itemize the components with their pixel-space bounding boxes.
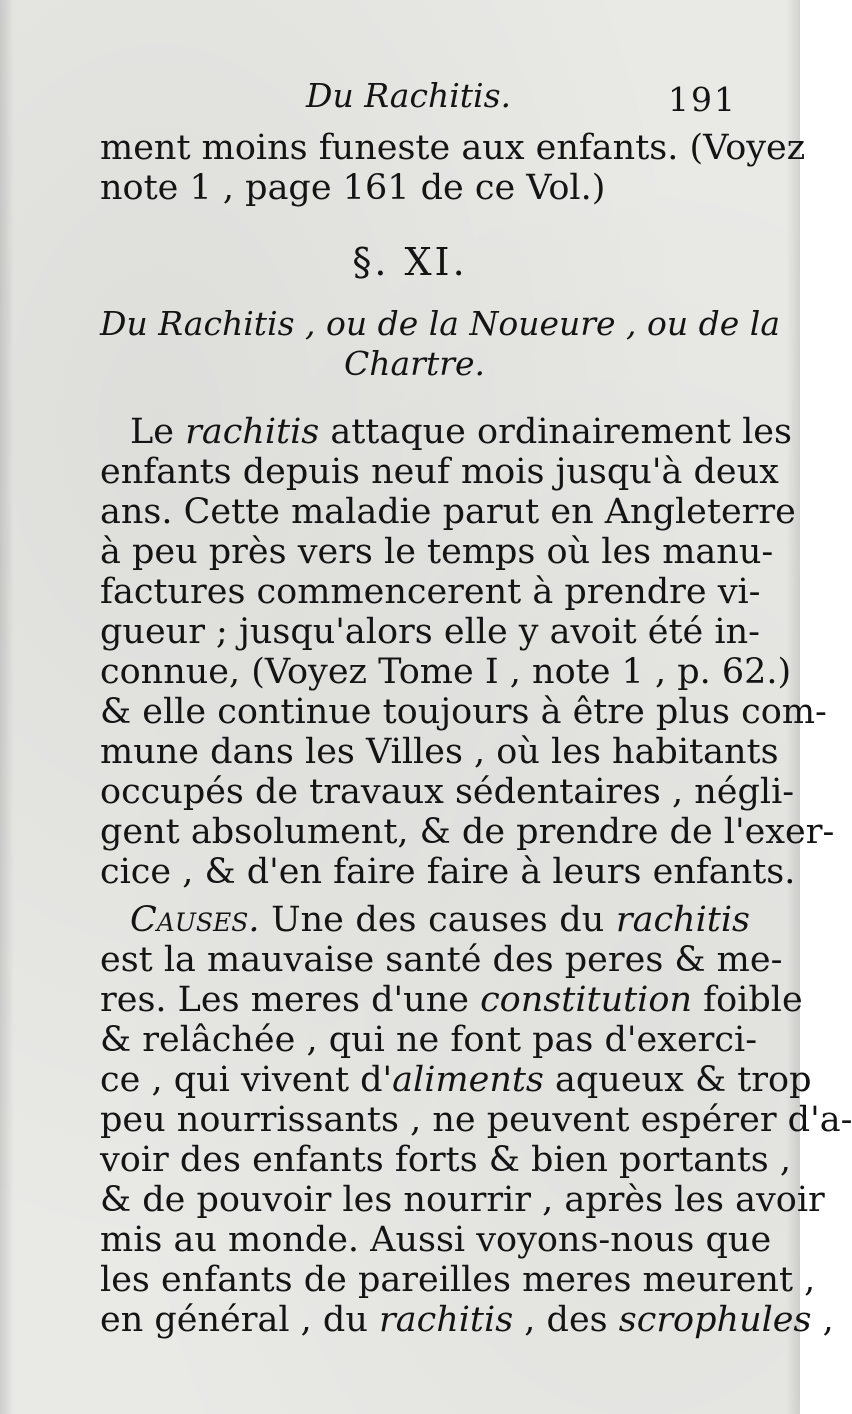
- paragraph-2-line-6: peu nourrissants , ne peuvent espérer d'a-: [100, 1100, 852, 1140]
- italic-term: scrophules: [618, 1300, 812, 1340]
- paragraph-1-line-8: & elle continue toujours à être plus com-: [100, 692, 827, 732]
- paragraph-1-line-1: [130, 412, 792, 452]
- paragraph-1-line-11: gent absolument, & de prendre de l'exer-: [100, 812, 835, 852]
- text-run: ce , qui vivent d': [100, 1060, 393, 1100]
- continuation-line-1: ment moins funeste aux enfants. (Voyez: [100, 128, 806, 168]
- italic-term: rachitis: [185, 412, 320, 452]
- text-run: foible: [692, 980, 803, 1020]
- paragraph-2-line-5: [100, 1060, 812, 1100]
- italic-term: rachitis: [379, 1300, 514, 1340]
- paragraph-2-line-9: mis au monde. Aussi voyons-nous que: [100, 1220, 772, 1260]
- text-run: ,: [811, 1300, 834, 1340]
- italic-term: constitution: [480, 980, 692, 1020]
- text-run: Une des causes du: [259, 900, 616, 940]
- paragraph-2-line-2: est la mauvaise santé des peres & me-: [100, 940, 783, 980]
- paragraph-1-line-10: occupés de travaux sédentaires , négli-: [100, 772, 795, 812]
- paragraph-2-line-10: les enfants de pareilles meres meurent ,: [100, 1260, 816, 1300]
- paragraph-1-line-4: à peu près vers le temps où les manu-: [100, 532, 774, 572]
- text-run: attaque ordinairement les: [319, 412, 792, 452]
- text-run: en général , du: [100, 1300, 379, 1340]
- paragraph-2-line-7: voir des enfants forts & bien portants ,: [100, 1140, 791, 1180]
- paragraph-2-line-4: & relâchée , qui ne font pas d'exerci-: [100, 1020, 758, 1060]
- paragraph-2-line-3: [100, 980, 803, 1020]
- causes-heading: Causes.: [130, 900, 260, 940]
- text-run: res. Les meres d'une: [100, 980, 481, 1020]
- text-run: Le: [130, 412, 186, 452]
- paragraph-1-line-7: connue, (Voyez Tome I , note 1 , p. 62.): [100, 652, 792, 692]
- section-heading: §. XI.: [352, 240, 468, 284]
- section-subtitle-line-2: Chartre.: [344, 344, 486, 383]
- italic-term: aliments: [392, 1060, 544, 1100]
- paragraph-2-line-1: [130, 900, 750, 940]
- page-number: 191: [668, 80, 737, 119]
- paragraph-1-line-3: ans. Cette maladie parut en Angleterre: [100, 492, 796, 532]
- paragraph-2-line-11: [100, 1300, 834, 1340]
- section-subtitle-line-1: Du Rachitis , ou de la Noueure , ou de la: [100, 304, 780, 343]
- paragraph-1-line-5: factures commencerent à prendre vi-: [100, 572, 761, 612]
- paragraph-1-line-2: enfants depuis neuf mois jusqu'à deux: [100, 452, 779, 492]
- paragraph-1-line-9: mune dans les Villes , où les habitants: [100, 732, 779, 772]
- continuation-line-2: note 1 , page 161 de ce Vol.): [100, 168, 606, 208]
- text-run: , des: [513, 1300, 619, 1340]
- paragraph-1-line-12: cice , & d'en faire faire à leurs enfants.: [100, 852, 796, 892]
- text-run: aqueux & trop: [543, 1060, 812, 1100]
- paragraph-1-line-6: gueur ; jusqu'alors elle y avoit été in-: [100, 612, 760, 652]
- running-title: Du Rachitis.: [306, 76, 512, 115]
- paragraph-2-line-8: & de pouvoir les nourrir , après les avoir: [100, 1180, 825, 1220]
- italic-term: rachitis: [615, 900, 750, 940]
